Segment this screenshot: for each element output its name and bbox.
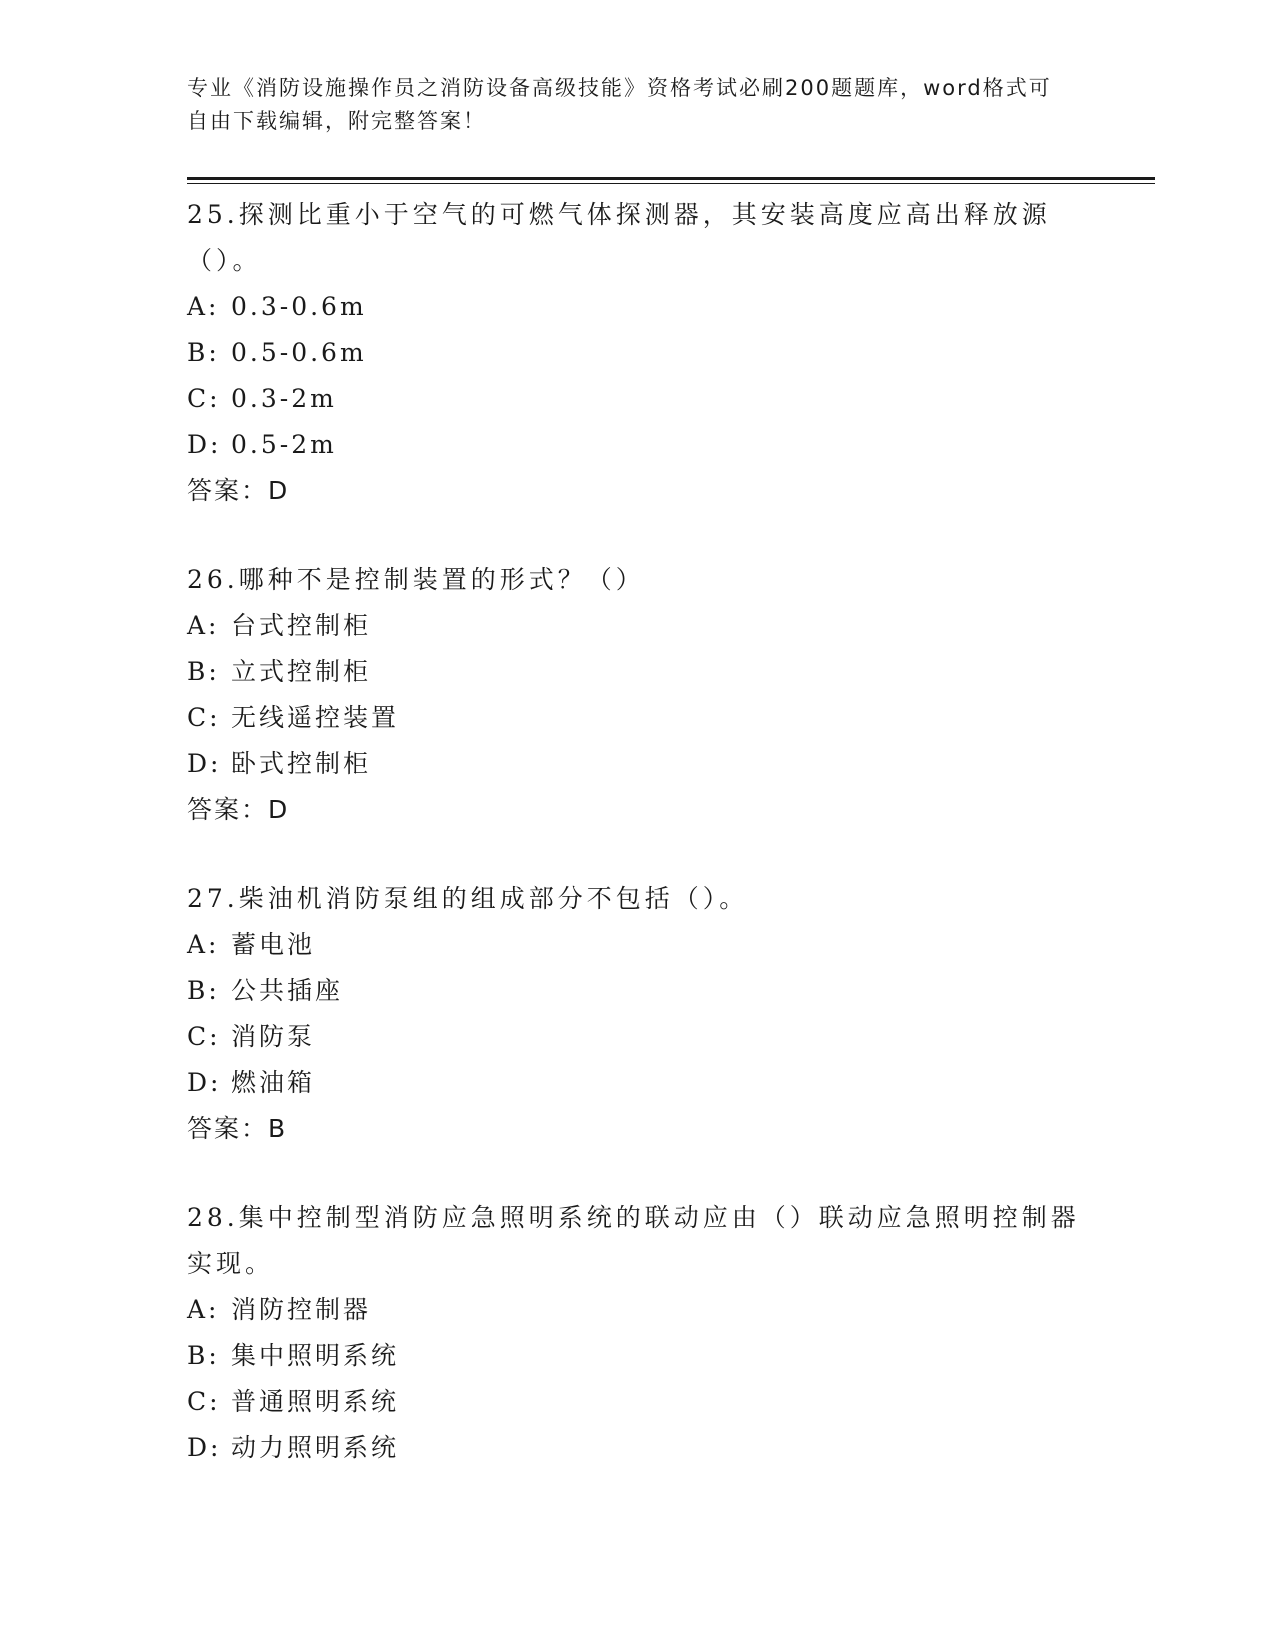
- option-text: 0.3-2m: [231, 384, 337, 413]
- option-text: 无线遥控装置: [231, 703, 400, 732]
- question-28: [187, 1195, 1087, 1471]
- option-d: [187, 1060, 1087, 1106]
- option-a: [187, 284, 1087, 330]
- option-d: [187, 741, 1087, 787]
- answer-line: 答案：D: [187, 795, 290, 824]
- option-c: [187, 1014, 1087, 1060]
- option-text: 0.5-2m: [231, 430, 337, 459]
- option-letter: C:: [187, 1022, 221, 1051]
- option-a: [187, 922, 1087, 968]
- question-stem: 28.集中控制型消防应急照明系统的联动应由（）联动应急照明控制器实现。: [187, 1203, 1080, 1278]
- option-letter: B:: [187, 338, 220, 367]
- option-b: [187, 1333, 1087, 1379]
- document-intro: 专业《消防设施操作员之消防设备高级技能》资格考试必刷200题题库，word格式可自由下载编辑，附完整答案！: [187, 76, 1052, 133]
- answer-line: 答案：B: [187, 1114, 288, 1143]
- option-c: [187, 376, 1087, 422]
- option-c: [187, 1379, 1087, 1425]
- option-d: [187, 1425, 1087, 1471]
- option-text: 蓄电池: [231, 930, 316, 959]
- question-list: [187, 192, 1087, 1514]
- header-divider-thin: [187, 183, 1155, 184]
- option-letter: B:: [187, 657, 220, 686]
- question-stem: 26.哪种不是控制装置的形式？（）: [187, 565, 645, 594]
- option-text: 燃油箱: [231, 1068, 316, 1097]
- option-d: [187, 422, 1087, 468]
- option-text: 普通照明系统: [231, 1387, 400, 1416]
- option-a: [187, 603, 1087, 649]
- option-text: 动力照明系统: [231, 1433, 400, 1462]
- question-26: [187, 557, 1087, 833]
- option-text: 0.3-0.6m: [231, 292, 367, 321]
- option-letter: D:: [187, 749, 222, 778]
- option-b: [187, 330, 1087, 376]
- option-letter: B:: [187, 1341, 220, 1370]
- option-text: 公共插座: [231, 976, 344, 1005]
- option-letter: C:: [187, 1387, 221, 1416]
- option-letter: A:: [187, 611, 220, 640]
- answer-line: 答案：D: [187, 476, 290, 505]
- option-letter: B:: [187, 976, 220, 1005]
- option-letter: A:: [187, 930, 220, 959]
- option-b: [187, 968, 1087, 1014]
- option-c: [187, 695, 1087, 741]
- option-letter: D:: [187, 430, 222, 459]
- option-text: 0.5-0.6m: [231, 338, 367, 367]
- option-a: [187, 1287, 1087, 1333]
- header-divider-thick: [187, 177, 1155, 180]
- option-letter: D:: [187, 1433, 222, 1462]
- option-b: [187, 649, 1087, 695]
- option-text: 台式控制柜: [231, 611, 372, 640]
- option-letter: D:: [187, 1068, 222, 1097]
- option-text: 卧式控制柜: [231, 749, 372, 778]
- question-stem: 27.柴油机消防泵组的组成部分不包括（）。: [187, 884, 749, 913]
- question-stem: 25.探测比重小于空气的可燃气体探测器，其安装高度应高出释放源（）。: [187, 200, 1051, 275]
- option-text: 消防泵: [231, 1022, 316, 1051]
- option-letter: A:: [187, 292, 220, 321]
- option-text: 集中照明系统: [231, 1341, 400, 1370]
- option-text: 立式控制柜: [231, 657, 372, 686]
- option-letter: A:: [187, 1295, 220, 1324]
- option-text: 消防控制器: [231, 1295, 372, 1324]
- option-letter: C:: [187, 384, 221, 413]
- option-letter: C:: [187, 703, 221, 732]
- question-25: [187, 192, 1087, 514]
- question-27: [187, 876, 1087, 1152]
